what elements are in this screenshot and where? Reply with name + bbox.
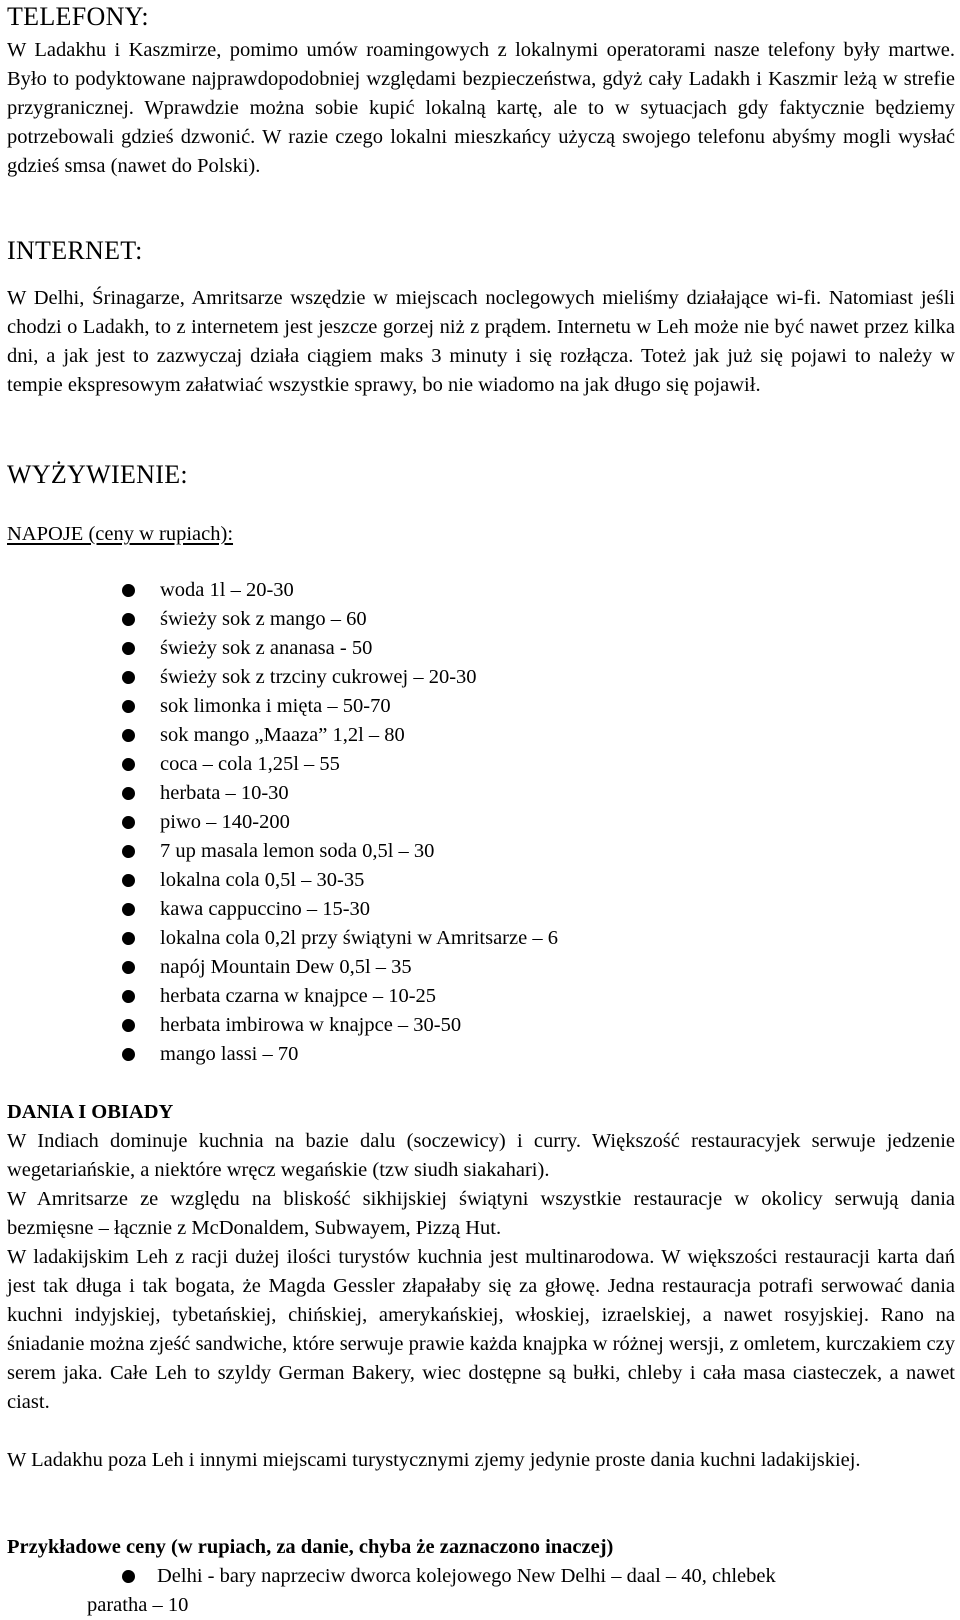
drinks-list — [122, 576, 558, 1069]
bullet-icon — [122, 642, 135, 655]
bullet-icon — [122, 613, 135, 626]
price-example — [87, 1562, 955, 1620]
list-item: lokalna cola 0,5l – 30-35 — [122, 866, 558, 895]
bullet-icon — [122, 961, 135, 974]
list-item: herbata – 10-30 — [122, 779, 558, 808]
list-item: świeży sok z ananasa - 50 — [122, 634, 558, 663]
heading-wyzywienie: WYŻYWIENIE: — [7, 460, 188, 489]
bullet-icon — [122, 1019, 135, 1032]
bullet-icon — [122, 1570, 135, 1583]
list-item: herbata imbirowa w knajpce – 30-50 — [122, 1011, 558, 1040]
bullet-icon — [122, 845, 135, 858]
list-item: mango lassi – 70 — [122, 1040, 558, 1069]
paragraph-internet: W Delhi, Śrinagarze, Amritsarze wszędzie w miejscach noclegowych mieliśmy działające wi-fi. Natomiast jeśli chodzi o Ladakh, to z internetem jest jeszcze gorzej niż z prądem. Internetu w Leh może nie być nawet przez kilka dni, a jak jest to zazwyczaj działa ciągiem maks 3 minuty i się rozłącza. Toteż jak już się pojawi to należy w tempie ekspresowym załatwiać wszystkie sprawy, bo nie wiadomo na jak długo się pojawił. — [7, 287, 955, 396]
heading-internet: INTERNET: — [7, 236, 143, 265]
paragraph-dania-4: W Ladakhu poza Leh i innymi miejscami turystycznymi zjemy jedynie proste dania kuchni ladakijskiej. — [7, 1449, 861, 1471]
paragraph-telefony: W Ladakhu i Kaszmirze, pomimo umów roamingowych z lokalnymi operatorami nasze telefony były martwe. Było to podyktowane najprawdopodobniej względami bezpieczeństwa, gdyż cały Ladakh i Kaszmir leżą w strefie przygranicznej. Wprawdzie można sobie kupić lokalną kartę, ale to w sytuacjach gdy faktycznie będziemy potrzebowali gdzieś dzwonić. W razie czego lokalni mieszkańcy użyczą swojego telefonu abyśmy mogli wysłać gdzieś smsa (nawet do Polski). — [7, 39, 955, 177]
list-item: kawa cappuccino – 15-30 — [122, 895, 558, 924]
heading-przykladowe-ceny: Przykładowe ceny (w rupiach, za danie, chyba że zaznaczono inaczej) — [7, 1536, 614, 1558]
bullet-icon — [122, 816, 135, 829]
list-item: coca – cola 1,25l – 55 — [122, 750, 558, 779]
heading-dania: DANIA I OBIADY — [7, 1101, 174, 1123]
paragraph-dania-2: W Amritsarze ze względu na bliskość sikhijskiej świątyni wszystkie restauracje w okolicy serwują dania bezmięsne – łącznie z McDonaldem, Subwayem, Pizzą Hut. — [7, 1188, 955, 1239]
list-item: herbata czarna w knajpce – 10-25 — [122, 982, 558, 1011]
paragraph-dania-1: W Indiach dominuje kuchnia na bazie dalu (soczewicy) i curry. Większość restauracyjek serwuje jedzenie wegetariańskie, a niektóre wręcz wegańskie (tzw siudh siakahari). — [7, 1130, 955, 1181]
list-item-continuation: paratha – 10 — [87, 1594, 189, 1616]
list-item: świeży sok z trzciny cukrowej – 20-30 — [122, 663, 558, 692]
bullet-icon — [122, 671, 135, 684]
list-item: piwo – 140-200 — [122, 808, 558, 837]
bullet-icon — [122, 990, 135, 1003]
heading-telefony: TELEFONY: — [7, 2, 149, 31]
heading-napoje: NAPOJE (ceny w rupiach): — [7, 523, 234, 545]
bullet-icon — [122, 700, 135, 713]
bullet-icon — [122, 787, 135, 800]
bullet-icon — [122, 932, 135, 945]
list-item: lokalna cola 0,2l przy świątyni w Amritsarze – 6 — [122, 924, 558, 953]
bullet-icon — [122, 903, 135, 916]
list-item: napój Mountain Dew 0,5l – 35 — [122, 953, 558, 982]
list-item: woda 1l – 20-30 — [122, 576, 558, 605]
list-item: sok mango „Maaza” 1,2l – 80 — [122, 721, 558, 750]
bullet-icon — [122, 584, 135, 597]
bullet-icon — [122, 874, 135, 887]
list-item: sok limonka i mięta – 50-70 — [122, 692, 558, 721]
list-item: Delhi - bary naprzeciw dworca kolejowego New Delhi – daal – 40, chlebek — [87, 1562, 955, 1591]
bullet-icon — [122, 1048, 135, 1061]
bullet-icon — [122, 729, 135, 742]
list-item: świeży sok z mango – 60 — [122, 605, 558, 634]
list-item: 7 up masala lemon soda 0,5l – 30 — [122, 837, 558, 866]
bullet-icon — [122, 758, 135, 771]
paragraph-dania-3: W ladakijskim Leh z racji dużej ilości turystów kuchnia jest multinarodowa. W większości restauracji karta dań jest tak długa i tak bogata, że Magda Gessler złapałaby się za głowę. Jedna restauracja potrafi serwować dania kuchni indyjskiej, tybetańskiej, chińskiej, amerykańskiej, włoskiej, izraelskiej, a nawet rosyjskiej. Rano na śniadanie można zjeść sandwiche, które serwuje prawie każda knajpka w różnej wersji, z omletem, kurczakiem czy serem jaka. Całe Leh to szyldy German Bakery, wiec dostępne są bułki, chleby i cała masa ciasteczek, a nawet ciast. — [7, 1246, 955, 1413]
